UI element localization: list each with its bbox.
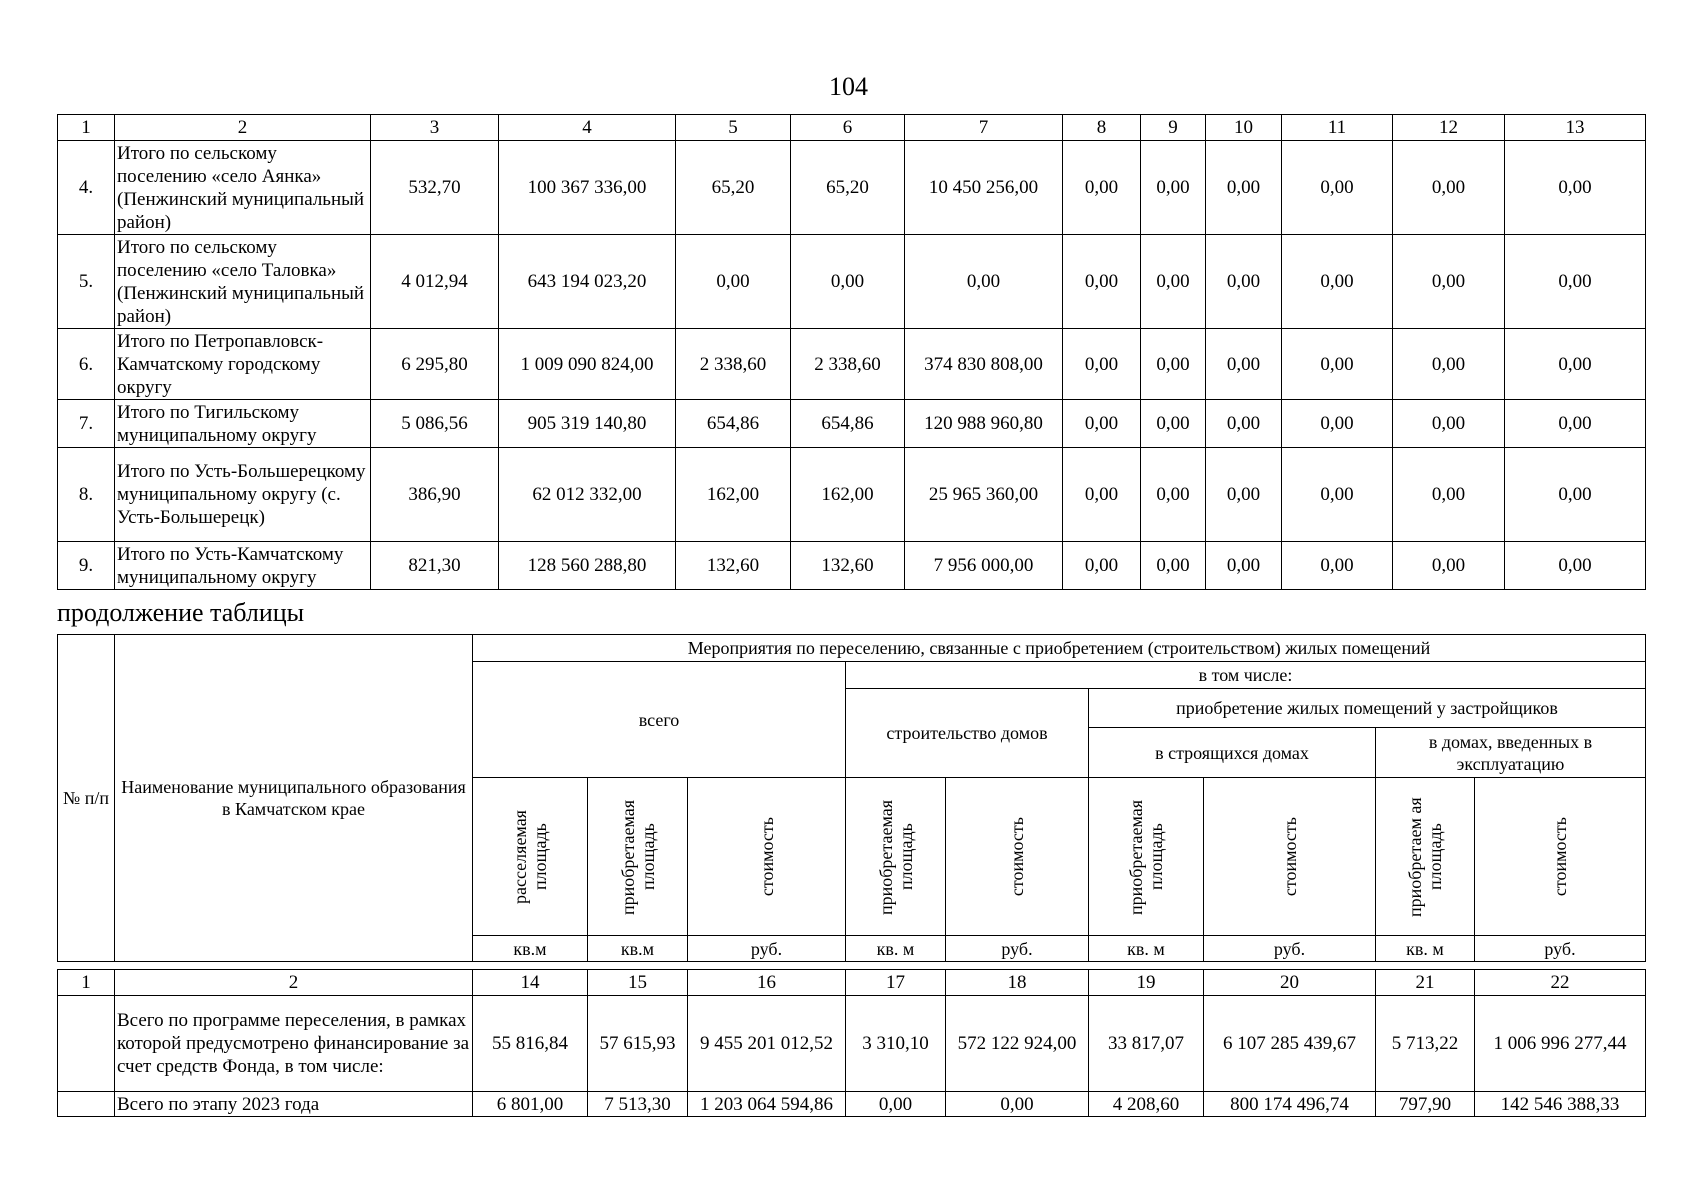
cell-value: 0,00 xyxy=(1141,141,1206,235)
col-number: 13 xyxy=(1505,115,1646,141)
cell-value: 162,00 xyxy=(791,448,905,542)
header-under-construction: в строящихся домах xyxy=(1089,728,1376,778)
cell-value: 2 338,60 xyxy=(676,329,791,400)
table-row xyxy=(58,329,1646,400)
cell-value: 2 338,60 xyxy=(791,329,905,400)
unit-label: руб. xyxy=(946,936,1089,962)
row-number xyxy=(58,1092,115,1117)
cell-value: 800 174 496,74 xyxy=(1204,1092,1376,1117)
cell-value: 65,20 xyxy=(791,141,905,235)
cell-value: 386,90 xyxy=(371,448,499,542)
cell-value: 0,00 xyxy=(1282,141,1393,235)
cell-value: 0,00 xyxy=(1393,235,1505,329)
header-including: в том числе: xyxy=(846,662,1646,689)
cell-value: 0,00 xyxy=(1206,542,1282,590)
cell-value: 0,00 xyxy=(1393,448,1505,542)
cell-value: 4 012,94 xyxy=(371,235,499,329)
row-number xyxy=(58,996,115,1092)
cell-value: 0,00 xyxy=(1505,448,1646,542)
cell-value: 6 107 285 439,67 xyxy=(1204,996,1376,1092)
cell-value: 33 817,07 xyxy=(1089,996,1204,1092)
table-row xyxy=(58,1092,1646,1117)
col-number: 11 xyxy=(1282,115,1393,141)
table-row xyxy=(58,448,1646,542)
cell-value: 0,00 xyxy=(1063,329,1141,400)
unit-label: кв. м xyxy=(1089,936,1204,962)
cell-value: 0,00 xyxy=(905,235,1063,329)
cell-value: 643 194 023,20 xyxy=(499,235,676,329)
cell-value: 0,00 xyxy=(1505,329,1646,400)
cell-value: 55 816,84 xyxy=(473,996,588,1092)
col-number: 18 xyxy=(946,970,1089,996)
cell-value: 0,00 xyxy=(1141,542,1206,590)
continuation-label: продолжение таблицы xyxy=(57,598,305,627)
cell-value: 654,86 xyxy=(676,400,791,448)
unit-label: кв. м xyxy=(846,936,946,962)
table-row xyxy=(58,235,1646,329)
header-col-17: приобретаемая площадь xyxy=(846,778,946,936)
cell-value: 0,00 xyxy=(1505,542,1646,590)
header-col-22: стоимость xyxy=(1475,778,1646,936)
cell-value: 1 009 090 824,00 xyxy=(499,329,676,400)
col-number: 7 xyxy=(905,115,1063,141)
cell-value: 7 513,30 xyxy=(588,1092,688,1117)
header-col-20: стоимость xyxy=(1204,778,1376,936)
cell-value: 374 830 808,00 xyxy=(905,329,1063,400)
cell-value: 0,00 xyxy=(1141,329,1206,400)
municipality-name: Итого по Петропавловск-Камчатскому городскому округу xyxy=(115,329,371,400)
cell-value: 6 295,80 xyxy=(371,329,499,400)
cell-value: 128 560 288,80 xyxy=(499,542,676,590)
cell-value: 4 208,60 xyxy=(1089,1092,1204,1117)
header-row-number: № п/п xyxy=(58,635,115,962)
col-number: 3 xyxy=(371,115,499,141)
col-number: 1 xyxy=(58,115,115,141)
municipality-name: Всего по этапу 2023 года xyxy=(115,1092,473,1117)
table-row xyxy=(58,542,1646,590)
municipality-name: Итого по Усть-Камчатскому муниципальному округу xyxy=(115,542,371,590)
cell-value: 65,20 xyxy=(676,141,791,235)
cell-value: 0,00 xyxy=(1393,329,1505,400)
header-col-18: стоимость xyxy=(946,778,1089,936)
cell-value: 142 546 388,33 xyxy=(1475,1092,1646,1117)
cell-value: 120 988 960,80 xyxy=(905,400,1063,448)
cell-value: 162,00 xyxy=(676,448,791,542)
cell-value: 0,00 xyxy=(1063,400,1141,448)
cell-value: 0,00 xyxy=(1282,235,1393,329)
cell-value: 0,00 xyxy=(846,1092,946,1117)
col-number: 14 xyxy=(473,970,588,996)
header-col-14: расселяемая площадь xyxy=(473,778,588,936)
continuation-table-header xyxy=(57,634,1646,962)
unit-label: кв. м xyxy=(1376,936,1475,962)
cell-value: 6 801,00 xyxy=(473,1092,588,1117)
cell-value: 0,00 xyxy=(1206,141,1282,235)
cell-value: 0,00 xyxy=(1063,448,1141,542)
cell-value: 0,00 xyxy=(1393,542,1505,590)
cell-value: 0,00 xyxy=(791,235,905,329)
row-number: 6. xyxy=(58,329,115,400)
municipality-name: Итого по сельскому поселению «село Таловка» (Пенжинский муниципальный район) xyxy=(115,235,371,329)
municipality-name: Всего по программе переселения, в рамках которой предусмотрено финансирование за счет средств Фонда, в том числе: xyxy=(115,996,473,1092)
header-construction: строительство домов xyxy=(846,689,1089,778)
column-number-row xyxy=(58,970,1646,996)
cell-value: 0,00 xyxy=(1282,448,1393,542)
header-col-15: приобретаемая площадь xyxy=(588,778,688,936)
cell-value: 0,00 xyxy=(1206,329,1282,400)
col-number: 10 xyxy=(1206,115,1282,141)
cell-value: 7 956 000,00 xyxy=(905,542,1063,590)
row-number: 5. xyxy=(58,235,115,329)
unit-label: руб. xyxy=(1204,936,1376,962)
cell-value: 132,60 xyxy=(676,542,791,590)
cell-value: 0,00 xyxy=(1505,141,1646,235)
col-number: 16 xyxy=(688,970,846,996)
table-row xyxy=(58,400,1646,448)
col-number: 1 xyxy=(58,970,115,996)
page-number: 104 xyxy=(829,72,868,101)
cell-value: 0,00 xyxy=(1393,400,1505,448)
header-col-21: приобретаем ая площадь xyxy=(1376,778,1475,936)
col-number: 22 xyxy=(1475,970,1646,996)
cell-value: 5 086,56 xyxy=(371,400,499,448)
municipality-name: Итого по Тигильскому муниципальному округу xyxy=(115,400,371,448)
cell-value: 0,00 xyxy=(1282,542,1393,590)
row-number: 4. xyxy=(58,141,115,235)
col-number: 2 xyxy=(115,115,371,141)
col-number: 17 xyxy=(846,970,946,996)
col-number: 9 xyxy=(1141,115,1206,141)
cell-value: 0,00 xyxy=(1505,400,1646,448)
header-acquisition: приобретение жилых помещений у застройщиков xyxy=(1089,689,1646,728)
cell-value: 0,00 xyxy=(1063,542,1141,590)
header-commissioned: в домах, введенных в эксплуатацию xyxy=(1376,728,1646,778)
cell-value: 10 450 256,00 xyxy=(905,141,1063,235)
cell-value: 25 965 360,00 xyxy=(905,448,1063,542)
table-row xyxy=(58,996,1646,1092)
col-number: 2 xyxy=(115,970,473,996)
header-total: всего xyxy=(473,662,846,778)
col-number: 15 xyxy=(588,970,688,996)
column-number-row xyxy=(58,115,1646,141)
cell-value: 0,00 xyxy=(1063,141,1141,235)
col-number: 4 xyxy=(499,115,676,141)
continuation-table-body xyxy=(57,969,1646,1117)
cell-value: 821,30 xyxy=(371,542,499,590)
cell-value: 0,00 xyxy=(1282,400,1393,448)
cell-value: 3 310,10 xyxy=(846,996,946,1092)
unit-label: кв.м xyxy=(588,936,688,962)
cell-value: 0,00 xyxy=(1141,400,1206,448)
cell-value: 797,90 xyxy=(1376,1092,1475,1117)
header-col-16: стоимость xyxy=(688,778,846,936)
municipality-name: Итого по сельскому поселению «село Аянка» (Пенжинский муниципальный район) xyxy=(115,141,371,235)
cell-value: 100 367 336,00 xyxy=(499,141,676,235)
municipality-name: Итого по Усть-Большерецкому муниципальному округу (с. Усть-Большерецк) xyxy=(115,448,371,542)
cell-value: 1 006 996 277,44 xyxy=(1475,996,1646,1092)
cell-value: 0,00 xyxy=(1505,235,1646,329)
cell-value: 0,00 xyxy=(1206,235,1282,329)
header-group-title: Мероприятия по переселению, связанные с приобретением (строительством) жилых помещений xyxy=(473,635,1646,662)
cell-value: 0,00 xyxy=(676,235,791,329)
cell-value: 1 203 064 594,86 xyxy=(688,1092,846,1117)
col-number: 20 xyxy=(1204,970,1376,996)
row-number: 9. xyxy=(58,542,115,590)
cell-value: 0,00 xyxy=(1206,448,1282,542)
unit-label: руб. xyxy=(688,936,846,962)
table-row xyxy=(58,141,1646,235)
cell-value: 9 455 201 012,52 xyxy=(688,996,846,1092)
row-number: 8. xyxy=(58,448,115,542)
col-number: 5 xyxy=(676,115,791,141)
cell-value: 0,00 xyxy=(1282,329,1393,400)
col-number: 21 xyxy=(1376,970,1475,996)
cell-value: 532,70 xyxy=(371,141,499,235)
col-number: 12 xyxy=(1393,115,1505,141)
cell-value: 0,00 xyxy=(1141,448,1206,542)
cell-value: 0,00 xyxy=(1063,235,1141,329)
col-number: 6 xyxy=(791,115,905,141)
cell-value: 62 012 332,00 xyxy=(499,448,676,542)
cell-value: 0,00 xyxy=(1206,400,1282,448)
cell-value: 132,60 xyxy=(791,542,905,590)
cell-value: 57 615,93 xyxy=(588,996,688,1092)
cell-value: 0,00 xyxy=(1141,235,1206,329)
cell-value: 572 122 924,00 xyxy=(946,996,1089,1092)
col-number: 8 xyxy=(1063,115,1141,141)
cell-value: 0,00 xyxy=(946,1092,1089,1117)
totals-table-upper xyxy=(57,114,1646,590)
cell-value: 0,00 xyxy=(1393,141,1505,235)
unit-label: руб. xyxy=(1475,936,1646,962)
cell-value: 905 319 140,80 xyxy=(499,400,676,448)
header-col-19: приобретаемая площадь xyxy=(1089,778,1204,936)
row-number: 7. xyxy=(58,400,115,448)
unit-label: кв.м xyxy=(473,936,588,962)
cell-value: 5 713,22 xyxy=(1376,996,1475,1092)
header-municipality-name: Наименование муниципального образования в Камчатском крае xyxy=(115,635,473,962)
col-number: 19 xyxy=(1089,970,1204,996)
cell-value: 654,86 xyxy=(791,400,905,448)
